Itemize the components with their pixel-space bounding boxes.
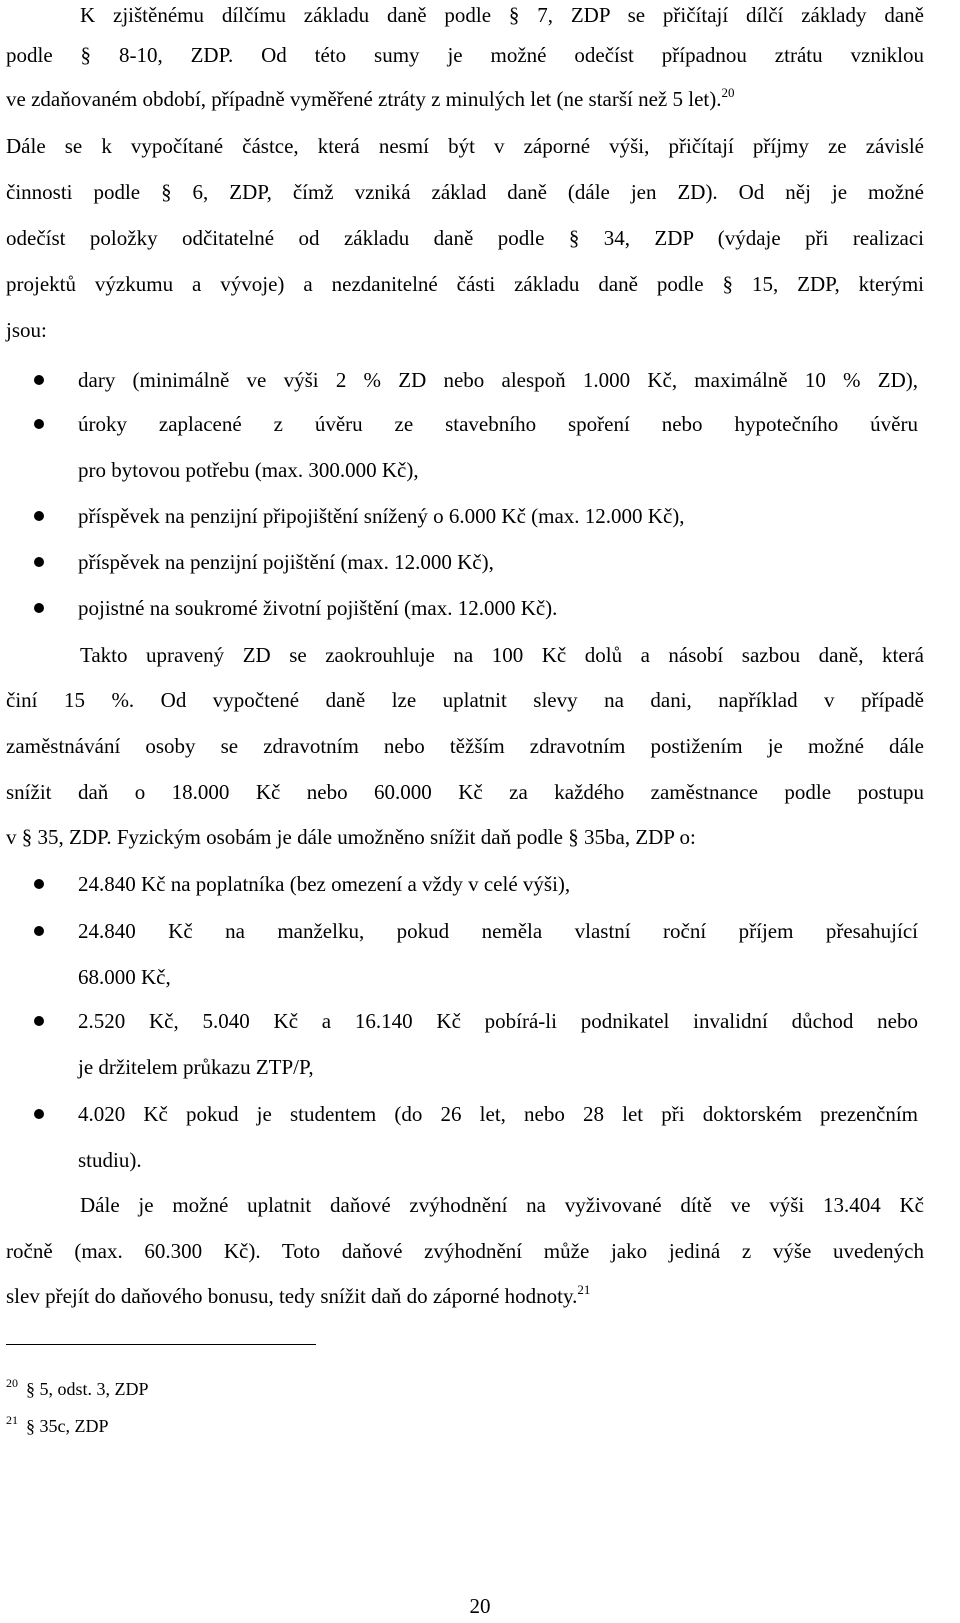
- list-item-continuation: 68.000 Kč,: [78, 965, 171, 989]
- list-item: pojistné na soukromé životní pojištění (max. 12.000 Kč).: [78, 596, 558, 620]
- bullet-icon: [34, 1016, 44, 1026]
- footnote: [6, 1376, 149, 1402]
- list-item: 24.840 Kč na poplatníka (bez omezení a vždy v celé výši),: [78, 872, 571, 896]
- footnote-mark: 21: [6, 1413, 18, 1427]
- bullet-icon: [34, 419, 44, 429]
- footnote-ref: 21: [577, 1282, 591, 1297]
- text-line: projektů výzkumu a vývoje) a nezdanitelné části základu daně podle § 15, ZDP, kterými: [6, 272, 924, 296]
- text-line: Takto upravený ZD se zaokrouhluje na 100 Kč dolů a násobí sazbou daně, která: [80, 643, 924, 667]
- bullet-icon: [34, 926, 44, 936]
- text-line: K zjištěnému dílčímu základu daně podle § 7, ZDP se přičítají dílčí základy daně: [80, 3, 924, 27]
- text-line: Dále se k vypočítané částce, která nesmí být v záporné výši, přičítají příjmy ze závislé: [6, 134, 924, 158]
- list-item: příspěvek na penzijní připojištění snížený o 6.000 Kč (max. 12.000 Kč),: [78, 504, 685, 528]
- list-item: úroky zaplacené z úvěru ze stavebního spoření nebo hypotečního úvěru: [78, 412, 918, 436]
- list-item-continuation: je držitelem průkazu ZTP/P,: [78, 1055, 314, 1079]
- bullet-icon: [34, 557, 44, 567]
- list-item: příspěvek na penzijní pojištění (max. 12.000 Kč),: [78, 550, 494, 574]
- bullet-icon: [34, 375, 44, 385]
- footnote-ref: 20: [721, 85, 735, 100]
- bullet-icon: [34, 511, 44, 521]
- list-item: 2.520 Kč, 5.040 Kč a 16.140 Kč pobírá-li podnikatel invalidní důchod nebo: [78, 1009, 918, 1033]
- text-line: jsou:: [6, 318, 47, 342]
- bullet-icon: [34, 1109, 44, 1119]
- bullet-icon: [34, 603, 44, 613]
- text-line: odečíst položky odčitatelné od základu daně podle § 34, ZDP (výdaje při realizaci: [6, 226, 924, 250]
- text-line: Dále je možné uplatnit daňové zvýhodnění na vyživované dítě ve výši 13.404 Kč: [80, 1193, 924, 1217]
- list-item: 24.840 Kč na manželku, pokud neměla vlastní roční příjem přesahující: [78, 919, 918, 943]
- text-line: v § 35, ZDP. Fyzickým osobám je dále umožněno snížit daň podle § 35ba, ZDP o:: [6, 825, 696, 849]
- text-line: podle § 8-10, ZDP. Od této sumy je možné odečíst případnou ztrátu vzniklou: [6, 43, 924, 67]
- footnote-text: § 35c, ZDP: [26, 1416, 109, 1436]
- list-item: 4.020 Kč pokud je studentem (do 26 let, nebo 28 let při doktorském prezenčním: [78, 1102, 918, 1126]
- footnote-text: § 5, odst. 3, ZDP: [26, 1379, 149, 1399]
- text-line: zaměstnávání osoby se zdravotním nebo těžším zdravotním postižením je možné dále: [6, 734, 924, 758]
- list-item: dary (minimálně ve výši 2 % ZD nebo alespoň 1.000 Kč, maximálně 10 % ZD),: [78, 368, 918, 392]
- list-item-continuation: pro bytovou potřebu (max. 300.000 Kč),: [78, 458, 419, 482]
- footnote-separator: [6, 1344, 316, 1345]
- page-number: 20: [469, 1594, 491, 1618]
- text-line: ročně (max. 60.300 Kč). Toto daňové zvýhodnění může jako jediná z výše uvedených: [6, 1239, 924, 1263]
- bullet-icon: [34, 879, 44, 889]
- text-line: činí 15 %. Od vypočtené daně lze uplatnit slevy na dani, například v případě: [6, 688, 924, 712]
- text-line: ve zdaňovaném období, případně vyměřené ztráty z minulých let (ne starší než 5 let).$^{20}$: [6, 85, 735, 111]
- footnote: [6, 1413, 109, 1439]
- text-line: slev přejít do daňového bonusu, tedy snížit daň do záporné hodnoty.$^{21}$: [6, 1282, 591, 1308]
- text-line: činnosti podle § 6, ZDP, čímž vzniká základ daně (dále jen ZD). Od něj je možné: [6, 180, 924, 204]
- text-line: snížit daň o 18.000 Kč nebo 60.000 Kč za každého zaměstnance podle postupu: [6, 780, 924, 804]
- footnote-mark: 20: [6, 1376, 18, 1390]
- list-item-continuation: studiu).: [78, 1148, 142, 1172]
